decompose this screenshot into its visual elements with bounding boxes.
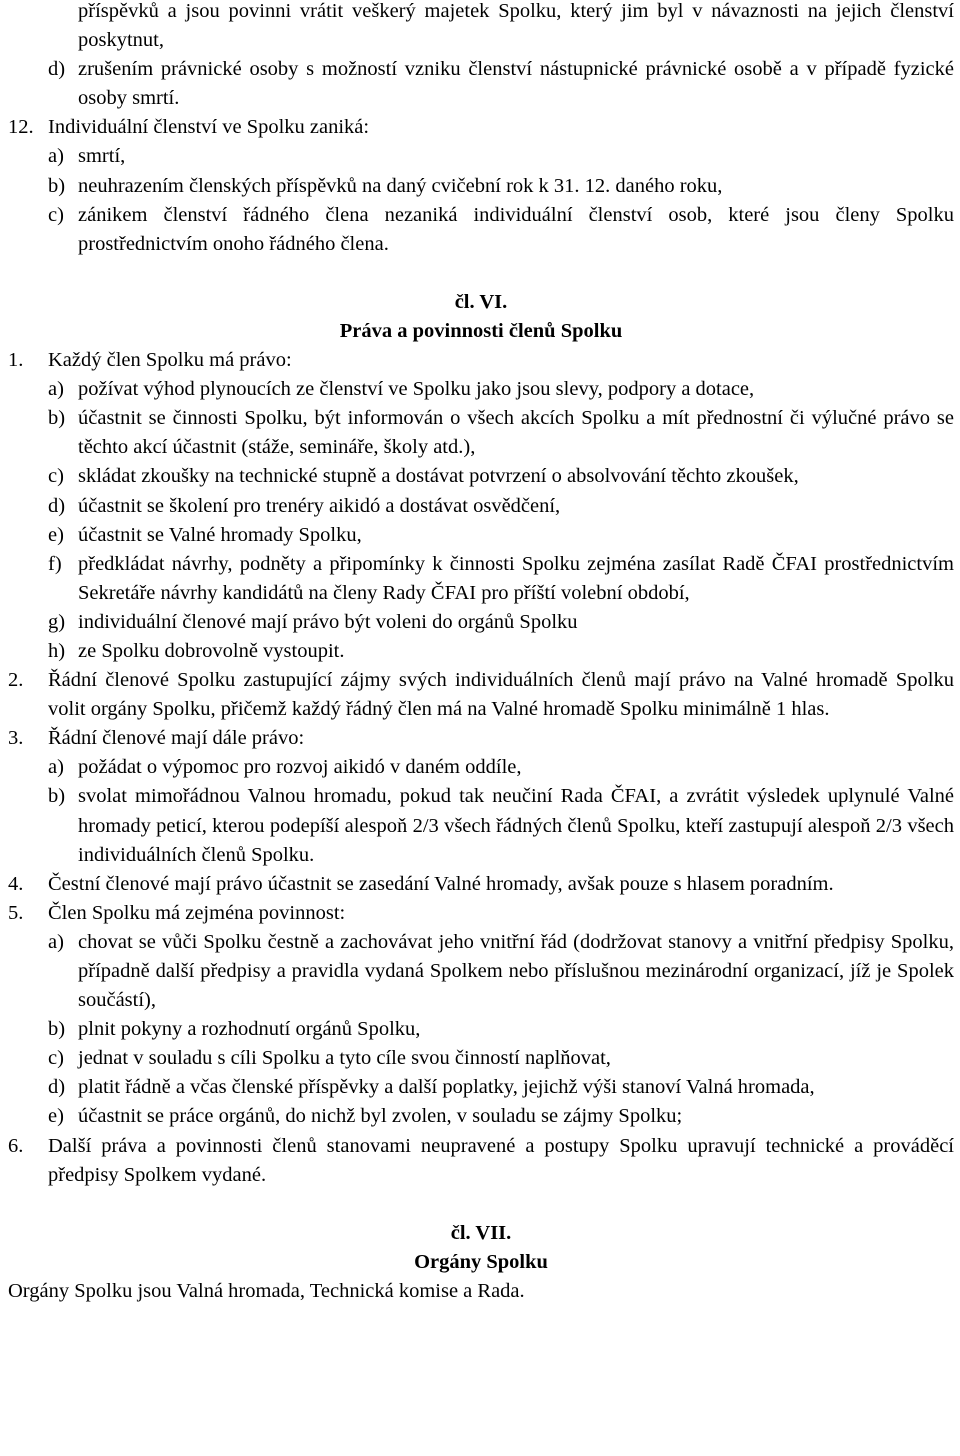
item-text: účastnit se práce orgánů, do nichž byl zvolen, v souladu se zájmy Spolku; <box>78 1105 683 1128</box>
paragraph-number: 4. <box>8 872 24 895</box>
paragraph-number: 5. <box>8 901 24 924</box>
item-text: platit řádně a včas členské příspěvky a další poplatky, jejichž výši stanoví Valná hromada, <box>78 1076 815 1099</box>
list-item <box>48 462 954 491</box>
paragraph-1 <box>8 346 954 375</box>
paragraph-number: 3. <box>8 727 24 750</box>
list-item <box>48 637 954 666</box>
item-label: d) <box>48 1076 66 1099</box>
list-item <box>48 404 954 462</box>
article-7-title: Orgány Spolku <box>414 1250 548 1273</box>
item-text: jednat v souladu s cíli Spolku a tyto cíle svou činností naplňovat, <box>78 1047 611 1070</box>
item-text: příspěvků a jsou povinni vrátit veškerý majetek Spolku, který jim byl v návaznosti na jejich členství poskytnut, <box>78 0 954 52</box>
item-label: d) <box>48 58 66 81</box>
item-text: účastnit se činnosti Spolku, být informován o všech akcích Spolku a mít přednostní či výlučné právo se těchto akcí účastnit (stáže, semináře, školy atd.), <box>78 407 954 459</box>
item-label: g) <box>48 610 66 633</box>
paragraph-number: 6. <box>8 1134 24 1157</box>
item-label: b) <box>48 785 66 808</box>
item-c-continuation <box>48 0 954 55</box>
item-label: h) <box>48 639 66 662</box>
article-6-title: Práva a povinnosti členů Spolku <box>339 319 623 342</box>
paragraph-4 <box>8 870 954 899</box>
item-label: e) <box>48 1105 64 1128</box>
list-item <box>48 1073 954 1102</box>
item-text: plnit pokyny a rozhodnutí orgánů Spolku, <box>78 1018 421 1041</box>
paragraph-text: Individuální členství ve Spolku zaniká: <box>48 116 370 139</box>
article-7-text: Orgány Spolku jsou Valná hromada, Technická komise a Rada. <box>8 1279 525 1302</box>
list-item <box>48 172 954 201</box>
item-text: účastnit se školení pro trenéry aikidó a dostávat osvědčení, <box>78 494 561 517</box>
item-label: b) <box>48 1018 66 1041</box>
list-item <box>48 1044 954 1073</box>
paragraph-text: Každý člen Spolku má právo: <box>48 349 292 372</box>
list-item <box>48 782 954 869</box>
item-text: svolat mimořádnou Valnou hromadu, pokud tak neučiní Rada ČFAI, a zvrátit výsledek uplynulé Valné hromady peticí, kterou podepíší alespoň 2/3 všech řádných členů Spolku, kteří zastupují alespoň 2/3 všech individuálních členů Spolku. <box>78 785 954 866</box>
spacer <box>8 259 954 288</box>
item-label: a) <box>48 378 64 401</box>
item-text: požívat výhod plynoucích ze členství ve Spolku jako jsou slevy, podpory a dotace, <box>78 378 755 401</box>
paragraph-5 <box>8 899 954 928</box>
list-item <box>48 753 954 782</box>
paragraph-12 <box>8 113 954 142</box>
list-item <box>48 550 954 608</box>
item-label: a) <box>48 930 64 953</box>
list-item <box>48 492 954 521</box>
item-label: f) <box>48 552 62 575</box>
item-text: ze Spolku dobrovolně vystoupit. <box>78 639 345 662</box>
list-item <box>48 928 954 1015</box>
paragraph-text: Řádní členové mají dále právo: <box>48 727 305 750</box>
item-label: c) <box>48 1047 64 1070</box>
item-text: individuální členové mají právo být voleni do orgánů Spolku <box>78 610 578 633</box>
list-item <box>48 375 954 404</box>
item-text: chovat se vůči Spolku čestně a zachovávat jeho vnitřní řád (dodržovat stanovy a vnitřní předpisy Spolku, případně další předpisy a pravidla vydaná Spolkem nebo příslušnou mezinárodní organizací, jíž je Spolek součástí), <box>78 930 954 1012</box>
item-text: skládat zkoušky na technické stupně a dostávat potvrzení o absolvování těchto zkoušek, <box>78 465 799 488</box>
paragraph-number: 2. <box>8 669 24 692</box>
spacer <box>8 1190 954 1219</box>
list-item <box>48 608 954 637</box>
list-item <box>48 1015 954 1044</box>
item-text: smrtí, <box>78 145 126 168</box>
item-label: a) <box>48 145 64 168</box>
list-item <box>48 142 954 171</box>
article-6-heading: čl. VI. <box>454 290 508 313</box>
paragraph-text: Čestní členové mají právo účastnit se zasedání Valné hromady, avšak pouze s hlasem poradním. <box>48 872 834 895</box>
list-item <box>48 521 954 550</box>
item-text: zánikem členství řádného člena nezaniká individuální členství osob, které jsou členy Spolku prostřednictvím onoho řádného člena. <box>78 203 954 255</box>
item-text: účastnit se Valné hromady Spolku, <box>78 523 362 546</box>
item-text: neuhrazením členských příspěvků na daný cvičební rok k 31. 12. daného roku, <box>78 174 723 197</box>
item-label: a) <box>48 756 64 779</box>
paragraph-2 <box>8 666 954 724</box>
item-label <box>48 0 78 55</box>
list-item <box>48 1102 954 1131</box>
paragraph-6 <box>8 1132 954 1190</box>
item-text: předkládat návrhy, podněty a připomínky k činnosti Spolku zejména zasílat Radě ČFAI prostřednictvím Sekretáře návrhy kandidátů na členy Rady ČFAI pro příští volební období, <box>78 552 954 604</box>
item-label: e) <box>48 523 64 546</box>
item-label: c) <box>48 465 64 488</box>
article-7-heading: čl. VII. <box>450 1221 512 1244</box>
paragraph-text: Člen Spolku má zejména povinnost: <box>48 901 346 924</box>
item-text: požádat o výpomoc pro rozvoj aikidó v daném oddíle, <box>78 756 522 779</box>
paragraph-text: Další práva a povinnosti členů stanovami neupravené a postupy Spolku upravují technické a prováděcí předpisy Spolkem vydané. <box>48 1134 954 1186</box>
item-label: b) <box>48 407 66 430</box>
paragraph-3 <box>8 724 954 753</box>
paragraph-number: 12. <box>8 116 34 139</box>
paragraph-text: Řádní členové Spolku zastupující zájmy svých individuálních členů mají právo na Valné hromadě Spolku volit orgány Spolku, přičemž každý řádný člen má na Valné hromadě Spolku minimálně 1 hlas. <box>48 669 954 721</box>
item-label: b) <box>48 174 66 197</box>
paragraph-number: 1. <box>8 349 24 372</box>
list-item <box>48 201 954 259</box>
item-d <box>48 55 954 113</box>
item-label: c) <box>48 203 64 226</box>
item-text: zrušením právnické osoby s možností vzniku členství nástupnické právnické osobě a v případě fyzické osoby smrtí. <box>78 58 954 110</box>
item-label: d) <box>48 494 66 517</box>
